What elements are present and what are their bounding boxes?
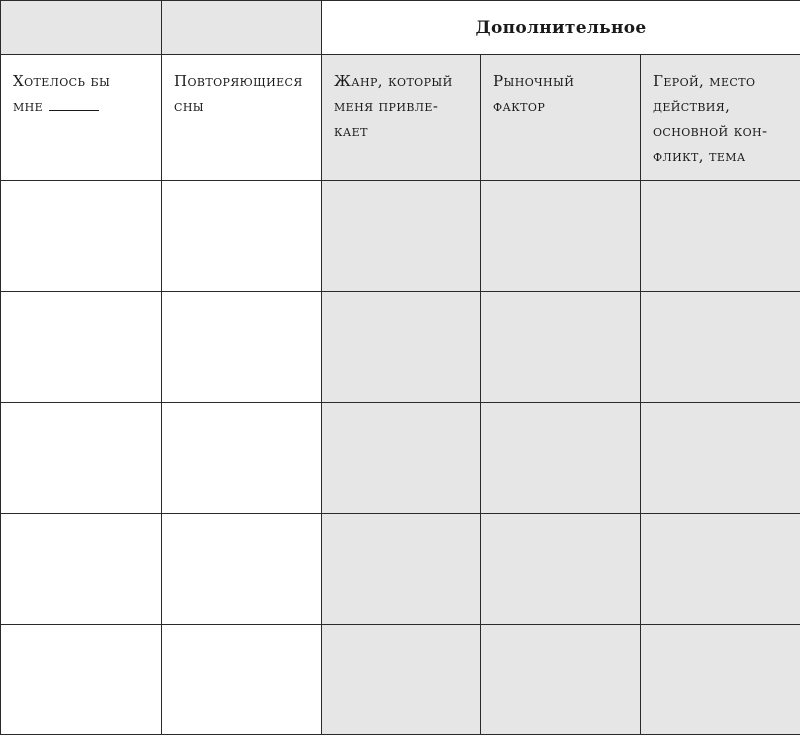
table-cell[interactable] [1, 514, 162, 625]
table-cell[interactable] [162, 403, 322, 514]
header-line [13, 94, 153, 119]
table-cell[interactable] [481, 181, 641, 292]
table-cell[interactable] [481, 625, 641, 735]
table-cell[interactable] [322, 181, 481, 292]
table-row [1, 514, 800, 625]
column-header-market-label [481, 55, 640, 119]
table-cell[interactable] [162, 514, 322, 625]
table-row [1, 403, 800, 514]
table-cell[interactable] [1, 403, 162, 514]
group-header-row [1, 1, 800, 55]
table-cell[interactable] [641, 625, 800, 735]
table-cell[interactable] [322, 625, 481, 735]
header-line: основной кон- [653, 122, 768, 140]
header-line: Герой, место [653, 72, 756, 90]
column-header-dreams-label [162, 55, 321, 119]
column-header-genre-label [322, 55, 480, 144]
column-header-hero [641, 55, 800, 181]
group-header-empty-2 [162, 1, 322, 55]
table-row [1, 625, 800, 735]
header-line: кает [334, 122, 368, 140]
header-line: сны [174, 97, 205, 115]
table-cell[interactable] [162, 181, 322, 292]
table-cell[interactable] [641, 403, 800, 514]
table-cell[interactable] [641, 292, 800, 403]
fill-in-blank [49, 96, 99, 111]
column-header-wish-label [1, 55, 161, 119]
table-cell[interactable] [1, 625, 162, 735]
group-header-cell [322, 1, 800, 55]
header-line: Рыночный [493, 72, 575, 90]
table-cell[interactable] [641, 181, 800, 292]
column-header-dreams [162, 55, 322, 181]
column-header-hero-label [641, 55, 800, 169]
header-line: Хотелось бы [13, 72, 111, 90]
table-cell[interactable] [481, 403, 641, 514]
table-cell[interactable] [162, 625, 322, 735]
table-row [1, 292, 800, 403]
table-cell[interactable] [1, 181, 162, 292]
column-header-market [481, 55, 641, 181]
table-cell[interactable] [481, 514, 641, 625]
header-line: фактор [493, 97, 546, 115]
column-header-wish [1, 55, 162, 181]
table-row [1, 181, 800, 292]
group-header-title: Дополнительное [475, 18, 647, 38]
header-line: Повторяющиеся [174, 72, 303, 90]
table-cell[interactable] [1, 292, 162, 403]
table-cell[interactable] [322, 514, 481, 625]
header-line: Жанр, который [334, 72, 453, 90]
table-cell[interactable] [322, 292, 481, 403]
header-line: меня привле- [334, 97, 439, 115]
column-header-genre [322, 55, 481, 181]
table-cell[interactable] [481, 292, 641, 403]
header-line: действия, [653, 97, 731, 115]
header-line: фликт, тема [653, 147, 746, 165]
table-cell[interactable] [322, 403, 481, 514]
column-header-row [1, 55, 800, 181]
table-cell[interactable] [641, 514, 800, 625]
group-header-empty-1 [1, 1, 162, 55]
header-line-text: мне [13, 97, 44, 115]
table-cell[interactable] [162, 292, 322, 403]
